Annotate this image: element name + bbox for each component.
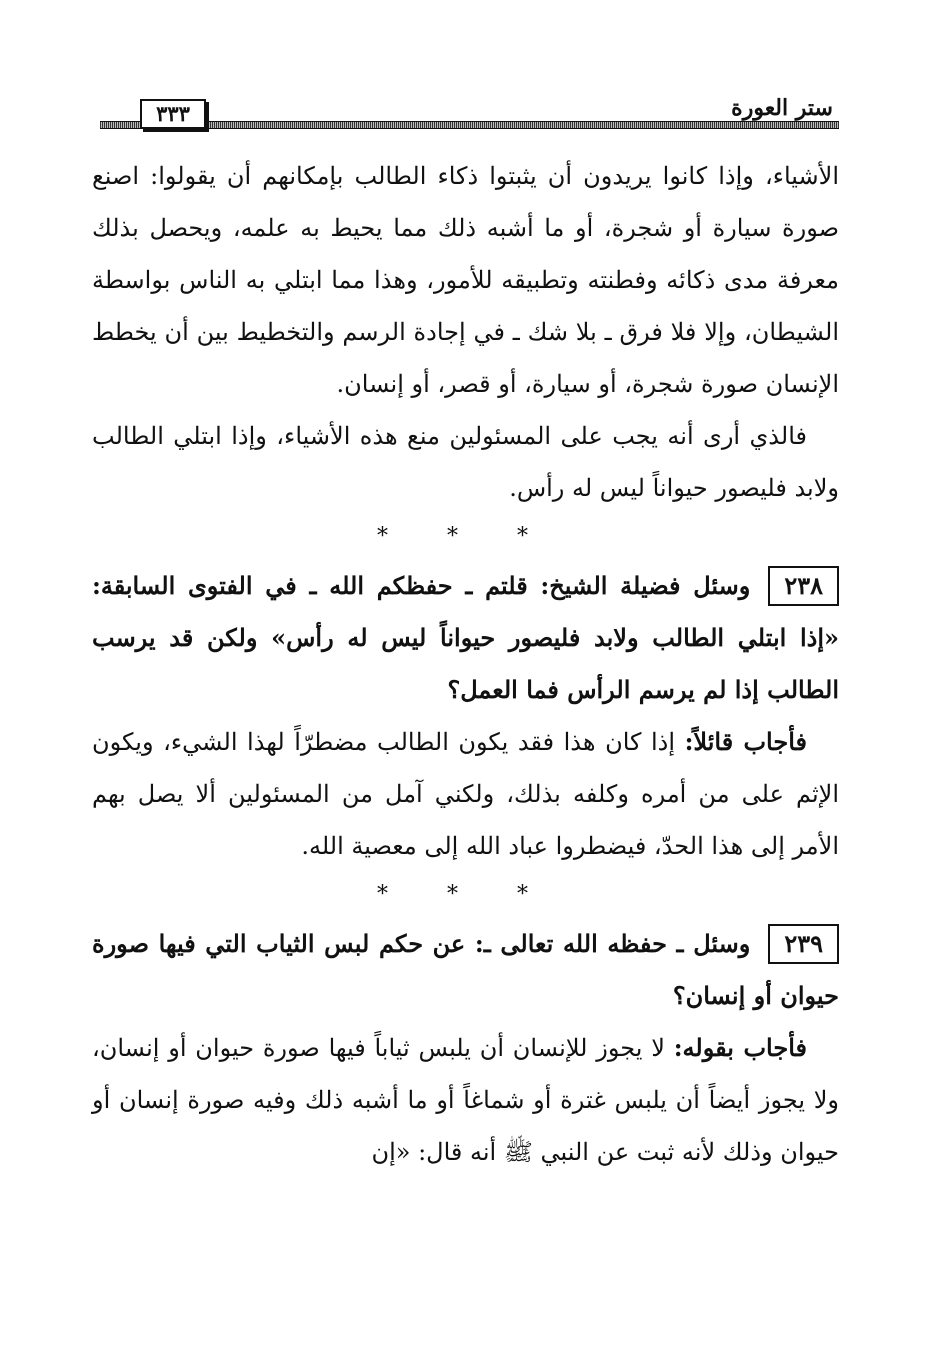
- chapter-title: ستر العورة: [731, 95, 833, 121]
- answer-239-lead: فأجاب بقوله:: [673, 1033, 807, 1062]
- page-header: [100, 95, 839, 135]
- section-separator-2: * * *: [377, 882, 554, 907]
- answer-238-lead: فأجاب قائلاً:: [684, 727, 807, 756]
- question-number-239: ٢٣٩: [768, 924, 839, 964]
- answer-239: [92, 1022, 839, 1178]
- section-separator: * * *: [377, 524, 554, 549]
- question-239-text: وسئل ـ حفظه الله تعالى ـ: عن حكم لبس الثياب التي فيها صورة حيوان أو إنسان؟: [92, 929, 839, 1010]
- intro-paragraph-1: الأشياء، وإذا كانوا يريدون أن يثبتوا ذكاء الطالب بإمكانهم أن يقولوا: اصنع صورة سيارة أو شجرة، أو ما أشبه ذلك مما يحيط به علمه، ويحصل بذلك معرفة مدى ذكائه وفطنته وتطبيقه للأمور، وهذا مما ابتلي به الناس بواسطة الشيطان، وإلا فلا فرق ـ بلا شك ـ في إجادة الرسم والتخطيط بين أن يخطط الإنسان صورة شجرة، أو سيارة، أو قصر، أو إنسان.: [92, 162, 839, 398]
- answer-238: [92, 716, 839, 872]
- intro-paragraph-2: فالذي أرى أنه يجب على المسئولين منع هذه الأشياء، وإذا ابتلي الطالب ولابد فليصور حيواناً ليس له رأس.: [92, 422, 839, 502]
- answer-238-text: إذا كان هذا فقد يكون الطالب مضطرّاً لهذا الشيء، ويكون الإثم على من أمره وكلفه بذلك، ولكني آمل من المسئولين ألا يصل بهم الأمر إلى هذا الحدّ، فيضطروا عباد الله إلى معصية الله.: [92, 728, 839, 860]
- question-238: [92, 560, 839, 716]
- header-rule: [100, 121, 839, 129]
- page-number: ٣٣٣: [140, 99, 206, 129]
- answer-239-text: لا يجوز للإنسان أن يلبس ثياباً فيها صورة حيوان أو إنسان، ولا يجوز أيضاً أن يلبس غترة أو شماغاً أو ما أشبه ذلك وفيه صورة إنسان أو حيوان وذلك لأنه ثبت عن النبي ﷺ أنه قال: «إن: [92, 1034, 839, 1166]
- question-238-text: وسئل فضيلة الشيخ: قلتم ـ حفظكم الله ـ في الفتوى السابقة: «إذا ابتلي الطالب ولابد فليصور حيواناً ليس له رأس» ولكن قد يرسب الطالب إذا لم يرسم الرأس فما العمل؟: [92, 571, 839, 704]
- question-number-238: ٢٣٨: [768, 566, 839, 606]
- question-239: [92, 918, 839, 1022]
- page-content: [92, 150, 839, 1178]
